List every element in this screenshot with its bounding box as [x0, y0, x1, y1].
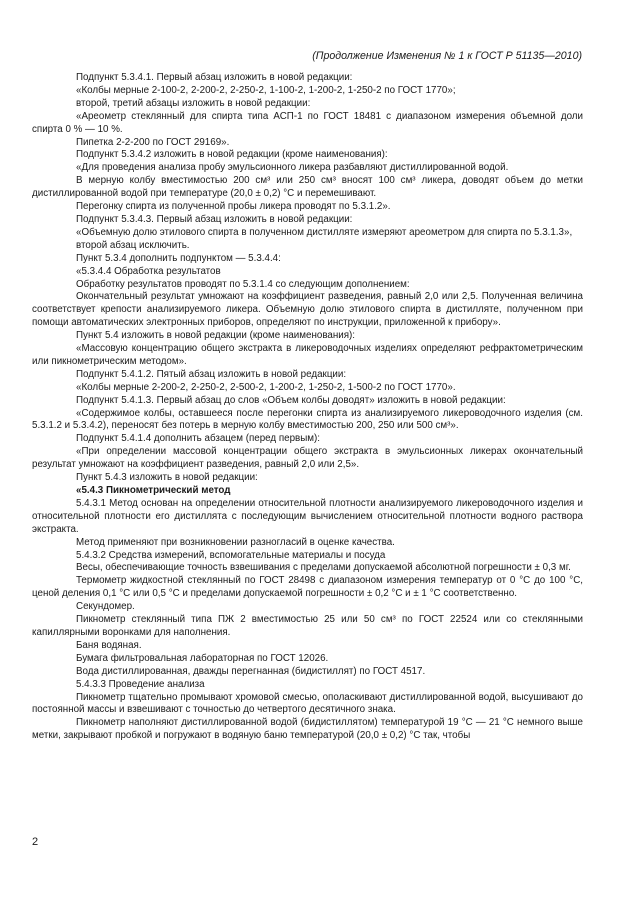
- paragraph: Пипетка 2-2-200 по ГОСТ 29169».: [76, 136, 230, 148]
- paragraph: Обработку результатов проводят по 5.3.1.4 со следующим дополнением:: [76, 278, 410, 290]
- paragraph: Бумага фильтровальная лабораторная по ГОСТ 12026.: [76, 652, 329, 664]
- paragraph: Пикнометр наполняют дистиллированной водой (бидистиллятом) температурой 19 °С — 21 °С немного выше метки, закрывают пробкой и погружают в водяную баню температурой (20,0 ± 0,2) °С так, чтобы: [32, 717, 583, 742]
- paragraph: Подпункт 5.3.4.1. Первый абзац изложить в новой редакции:: [76, 72, 353, 83]
- paragraph: «При определении массовой концентрации общего экстракта в эмульсионных ликерах окончательный результат умножают на коэффициент разведения, равный 2,0 или 2,5».: [32, 446, 583, 471]
- paragraph: Перегонку спирта из полученной пробы ликера проводят по 5.3.1.2».: [76, 201, 391, 213]
- paragraph: Пункт 5.4 изложить в новой редакции (кроме наименования):: [76, 330, 356, 342]
- paragraph: Подпункт 5.4.1.4 дополнить абзацем (перед первым):: [76, 433, 321, 445]
- paragraph: второй абзац исключить.: [76, 239, 190, 251]
- paragraph: «5.3.4.4 Обработка результатов: [76, 265, 221, 277]
- paragraph: Пикнометр тщательно промывают хромовой смесью, ополаскивают дистиллированной водой, высушивают до постоянной массы и взвешивают с точностью до четвертого десятичного знака.: [32, 691, 583, 716]
- paragraph: Пункт 5.3.4 дополнить подпунктом — 5.3.4.4:: [76, 252, 281, 264]
- paragraph: Баня водяная.: [76, 639, 142, 651]
- paragraph: Подпункт 5.4.1.2. Пятый абзац изложить в новой редакции:: [76, 368, 347, 380]
- paragraph: Пикнометр стеклянный типа ПЖ 2 вместимостью 25 или 50 см³ по ГОСТ 22524 или со стеклянными капиллярными воронками для наполнения.: [32, 614, 583, 638]
- running-header: (Продолжение Изменения № 1 к ГОСТ Р 51135—2010): [312, 50, 582, 62]
- paragraph: второй, третий абзацы изложить в новой редакции:: [76, 97, 311, 109]
- paragraph: 5.4.3.3 Проведение анализа: [76, 678, 205, 690]
- paragraph: «Для проведения анализа пробу эмульсионного ликера разбавляют дистиллированной водой.: [76, 162, 509, 174]
- document-body: [32, 72, 583, 743]
- paragraph: Подпункт 5.3.4.2 изложить в новой редакции (кроме наименования):: [76, 149, 388, 161]
- paragraph: Метод применяют при возникновении разногласий в оценке качества.: [76, 536, 395, 548]
- paragraph: «Колбы мерные 2-200-2, 2-250-2, 2-500-2, 1-200-2, 1-250-2, 1-500-2 по ГОСТ 1770».: [76, 381, 456, 393]
- paragraph: В мерную колбу вместимостью 200 см³ или 250 см³ вносят 100 см³ ликера, доводят объем до метки дистиллированной водой при температуре (20,0 ± 0,2) °С и перемешивают.: [32, 175, 583, 200]
- paragraph: 5.4.3.2 Средства измерений, вспомогательные материалы и посуда: [76, 549, 386, 561]
- paragraph: «Массовую концентрацию общего экстракта в ликероводочных изделиях определяют рефрактометрическим или пикнометрическим методом».: [32, 343, 583, 367]
- paragraph: 5.4.3.1 Метод основан на определении относительной плотности анализируемого ликероводочного изделия и относительной плотности его дистиллята с последующим вычислением относительной плотности водного раствора экстракта.: [32, 497, 583, 535]
- paragraph: «Объемную долю этилового спирта в полученном дистилляте измеряют ареометром для спирта по 5.3.1.3»,: [76, 226, 573, 238]
- paragraph: «Ареометр стеклянный для спирта типа АСП-1 по ГОСТ 18481 с диапазоном измерения объемной доли спирта 0 % — 10 %.: [32, 110, 583, 135]
- paragraph: Пункт 5.4.3 изложить в новой редакции:: [76, 472, 258, 484]
- paragraph: Весы, обеспечивающие точность взвешивания с пределами допускаемой абсолютной погрешности ± 0,3 мг.: [76, 562, 571, 574]
- page-number: 2: [32, 836, 39, 848]
- paragraph: Окончательный результат умножают на коэффициент разведения, равный 2,0 или 2,5. Полученная величина соответствует крепости анализируемого ликера. Объемную долю этилового спирта в дистилляте, полученном при помощи автоматических электронных приборов, определяют по инструкции, приложенной к прибору».: [32, 291, 583, 329]
- paragraph: Вода дистиллированная, дважды перегнанная (бидистиллят) по ГОСТ 4517.: [76, 665, 426, 677]
- paragraph: «Содержимое колбы, оставшееся после перегонки спирта из анализируемого ликероводочного изделия (см. 5.3.1.2 и 5.3.4.2), переносят без потерь в мерную колбу вместимостью 200, 250 или 500 см³».: [32, 407, 583, 432]
- paragraph: «Колбы мерные 2-100-2, 2-200-2, 2-250-2, 1-100-2, 1-200-2, 1-250-2 по ГОСТ 1770»;: [76, 84, 456, 96]
- paragraph: Секундомер.: [76, 601, 135, 613]
- section-heading: «5.4.3 Пикнометрический метод: [76, 485, 231, 496]
- paragraph: Подпункт 5.4.1.3. Первый абзац до слов «Объем колбы доводят» изложить в новой редакции:: [76, 394, 506, 406]
- paragraph: Термометр жидкостной стеклянный по ГОСТ 28498 с диапазоном измерения температур от 0 °С до 100 °С, ценой деления 0,1 °С или 0,5 °С и пределами допускаемой погрешности ± 0,2 °С и ± 1 °С соответственно.: [32, 575, 583, 600]
- paragraph: Подпункт 5.3.4.3. Первый абзац изложить в новой редакции:: [76, 213, 353, 225]
